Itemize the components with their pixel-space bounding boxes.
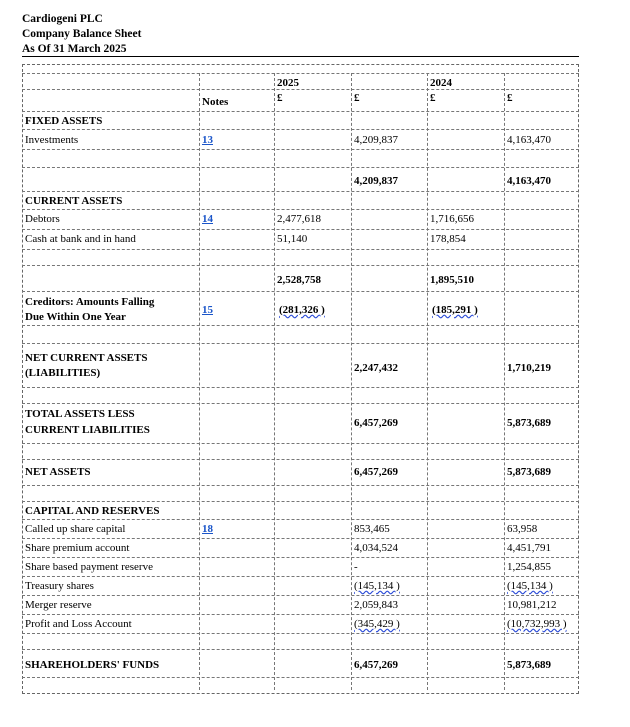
creditors-label-line2: Due Within One Year — [25, 311, 126, 323]
pl-2025: (345,429 ) — [354, 618, 400, 630]
table-row — [22, 150, 579, 168]
net-assets-2024: 5,873,689 — [507, 466, 551, 478]
sbp-2024: 1,254,855 — [507, 561, 551, 573]
net-current-assets-line1: NET CURRENT ASSETS — [25, 352, 148, 364]
column-divider — [504, 73, 505, 690]
shareholders-funds-2025: 6,457,269 — [354, 659, 398, 671]
premium-label: Share premium account — [25, 542, 130, 554]
year-2024-header: 2024 — [430, 77, 452, 89]
table-row — [22, 596, 579, 615]
fixed-assets-total-2024: 4,163,470 — [507, 175, 551, 187]
table-row — [22, 112, 579, 130]
called-up-2025: 853,465 — [354, 523, 390, 535]
note-link-14[interactable]: 14 — [202, 213, 213, 225]
column-divider — [427, 73, 428, 690]
fixed-assets-total-2025: 4,209,837 — [354, 175, 398, 187]
total-assets-less-line1: TOTAL ASSETS LESS — [25, 408, 135, 420]
treasury-2024: (145,134 ) — [507, 580, 553, 592]
investments-2024: 4,163,470 — [507, 134, 551, 146]
as-of-date: As Of 31 March 2025 — [22, 43, 127, 55]
creditors-2024: (185,291 ) — [432, 304, 478, 316]
currency-2025-col1: £ — [277, 92, 283, 104]
debtors-2025: 2,477,618 — [277, 213, 321, 225]
column-divider — [199, 73, 200, 690]
table-row — [22, 90, 579, 112]
investments-label: Investments — [25, 134, 79, 146]
fixed-assets-heading: FIXED ASSETS — [25, 115, 103, 127]
table-row — [22, 460, 579, 486]
column-divider — [274, 73, 275, 690]
net-current-assets-line2: (LIABILITIES) — [25, 367, 101, 379]
document-header — [22, 12, 141, 57]
table-row — [22, 577, 579, 596]
table-row — [22, 388, 579, 404]
called-up-label: Called up share capital — [25, 523, 126, 535]
currency-2024-col1: £ — [430, 92, 436, 104]
table-row — [22, 344, 579, 388]
year-2025-header: 2025 — [277, 77, 299, 89]
table-row — [22, 168, 579, 192]
capital-heading: CAPITAL AND RESERVES — [25, 505, 160, 517]
table-row — [22, 60, 579, 74]
sbp-2025: - — [354, 561, 358, 573]
currency-2024-col2: £ — [507, 92, 513, 104]
total-assets-less-2024: 5,873,689 — [507, 417, 551, 429]
premium-2024: 4,451,791 — [507, 542, 551, 554]
company-name: Cardiogeni PLC — [22, 13, 103, 25]
header-rule — [22, 56, 579, 57]
current-assets-subtotal-2024: 1,895,510 — [430, 274, 474, 286]
note-link-15[interactable]: 15 — [202, 304, 213, 316]
table-row — [22, 250, 579, 266]
creditors-label-line1: Creditors: Amounts Falling — [25, 296, 155, 308]
cash-label: Cash at bank and in hand — [25, 233, 136, 245]
table-row — [22, 486, 579, 502]
net-assets-label: NET ASSETS — [25, 466, 91, 478]
currency-2025-col2: £ — [354, 92, 360, 104]
merger-label: Merger reserve — [25, 599, 92, 611]
shareholders-funds-label: SHAREHOLDERS' FUNDS — [25, 659, 160, 671]
creditors-2025: (281,326 ) — [279, 304, 325, 316]
column-divider — [351, 73, 352, 690]
debtors-2024: 1,716,656 — [430, 213, 474, 225]
document-title: Company Balance Sheet — [22, 28, 142, 40]
pl-2024: (10,732,993 ) — [507, 618, 567, 630]
current-assets-heading: CURRENT ASSETS — [25, 195, 123, 207]
note-link-13[interactable]: 13 — [202, 134, 213, 146]
table-row — [22, 444, 579, 460]
investments-2025: 4,209,837 — [354, 134, 398, 146]
table-row — [22, 634, 579, 650]
table-row — [22, 326, 579, 344]
net-assets-2025: 6,457,269 — [354, 466, 398, 478]
shareholders-funds-2024: 5,873,689 — [507, 659, 551, 671]
current-assets-subtotal-2025: 2,528,758 — [277, 274, 321, 286]
debtors-label: Debtors — [25, 213, 60, 225]
notes-header: Notes — [202, 96, 229, 108]
table-row — [22, 74, 579, 90]
called-up-2024: 63,958 — [507, 523, 538, 535]
premium-2025: 4,034,524 — [354, 542, 398, 554]
note-link-18[interactable]: 18 — [202, 523, 213, 535]
treasury-label: Treasury shares — [25, 580, 94, 592]
cash-2025: 51,140 — [277, 233, 308, 245]
net-current-assets-2025: 2,247,432 — [354, 362, 398, 374]
pl-label: Profit and Loss Account — [25, 618, 132, 630]
sbp-label: Share based payment reserve — [25, 561, 153, 573]
cash-2024: 178,854 — [430, 233, 466, 245]
total-assets-less-2025: 6,457,269 — [354, 417, 398, 429]
total-assets-less-line2: CURRENT LIABILITIES — [25, 424, 150, 436]
treasury-2025: (145,134 ) — [354, 580, 400, 592]
net-current-assets-2024: 1,710,219 — [507, 362, 551, 374]
table-row — [22, 130, 579, 150]
merger-2024: 10,981,212 — [507, 599, 557, 611]
merger-2025: 2,059,843 — [354, 599, 398, 611]
